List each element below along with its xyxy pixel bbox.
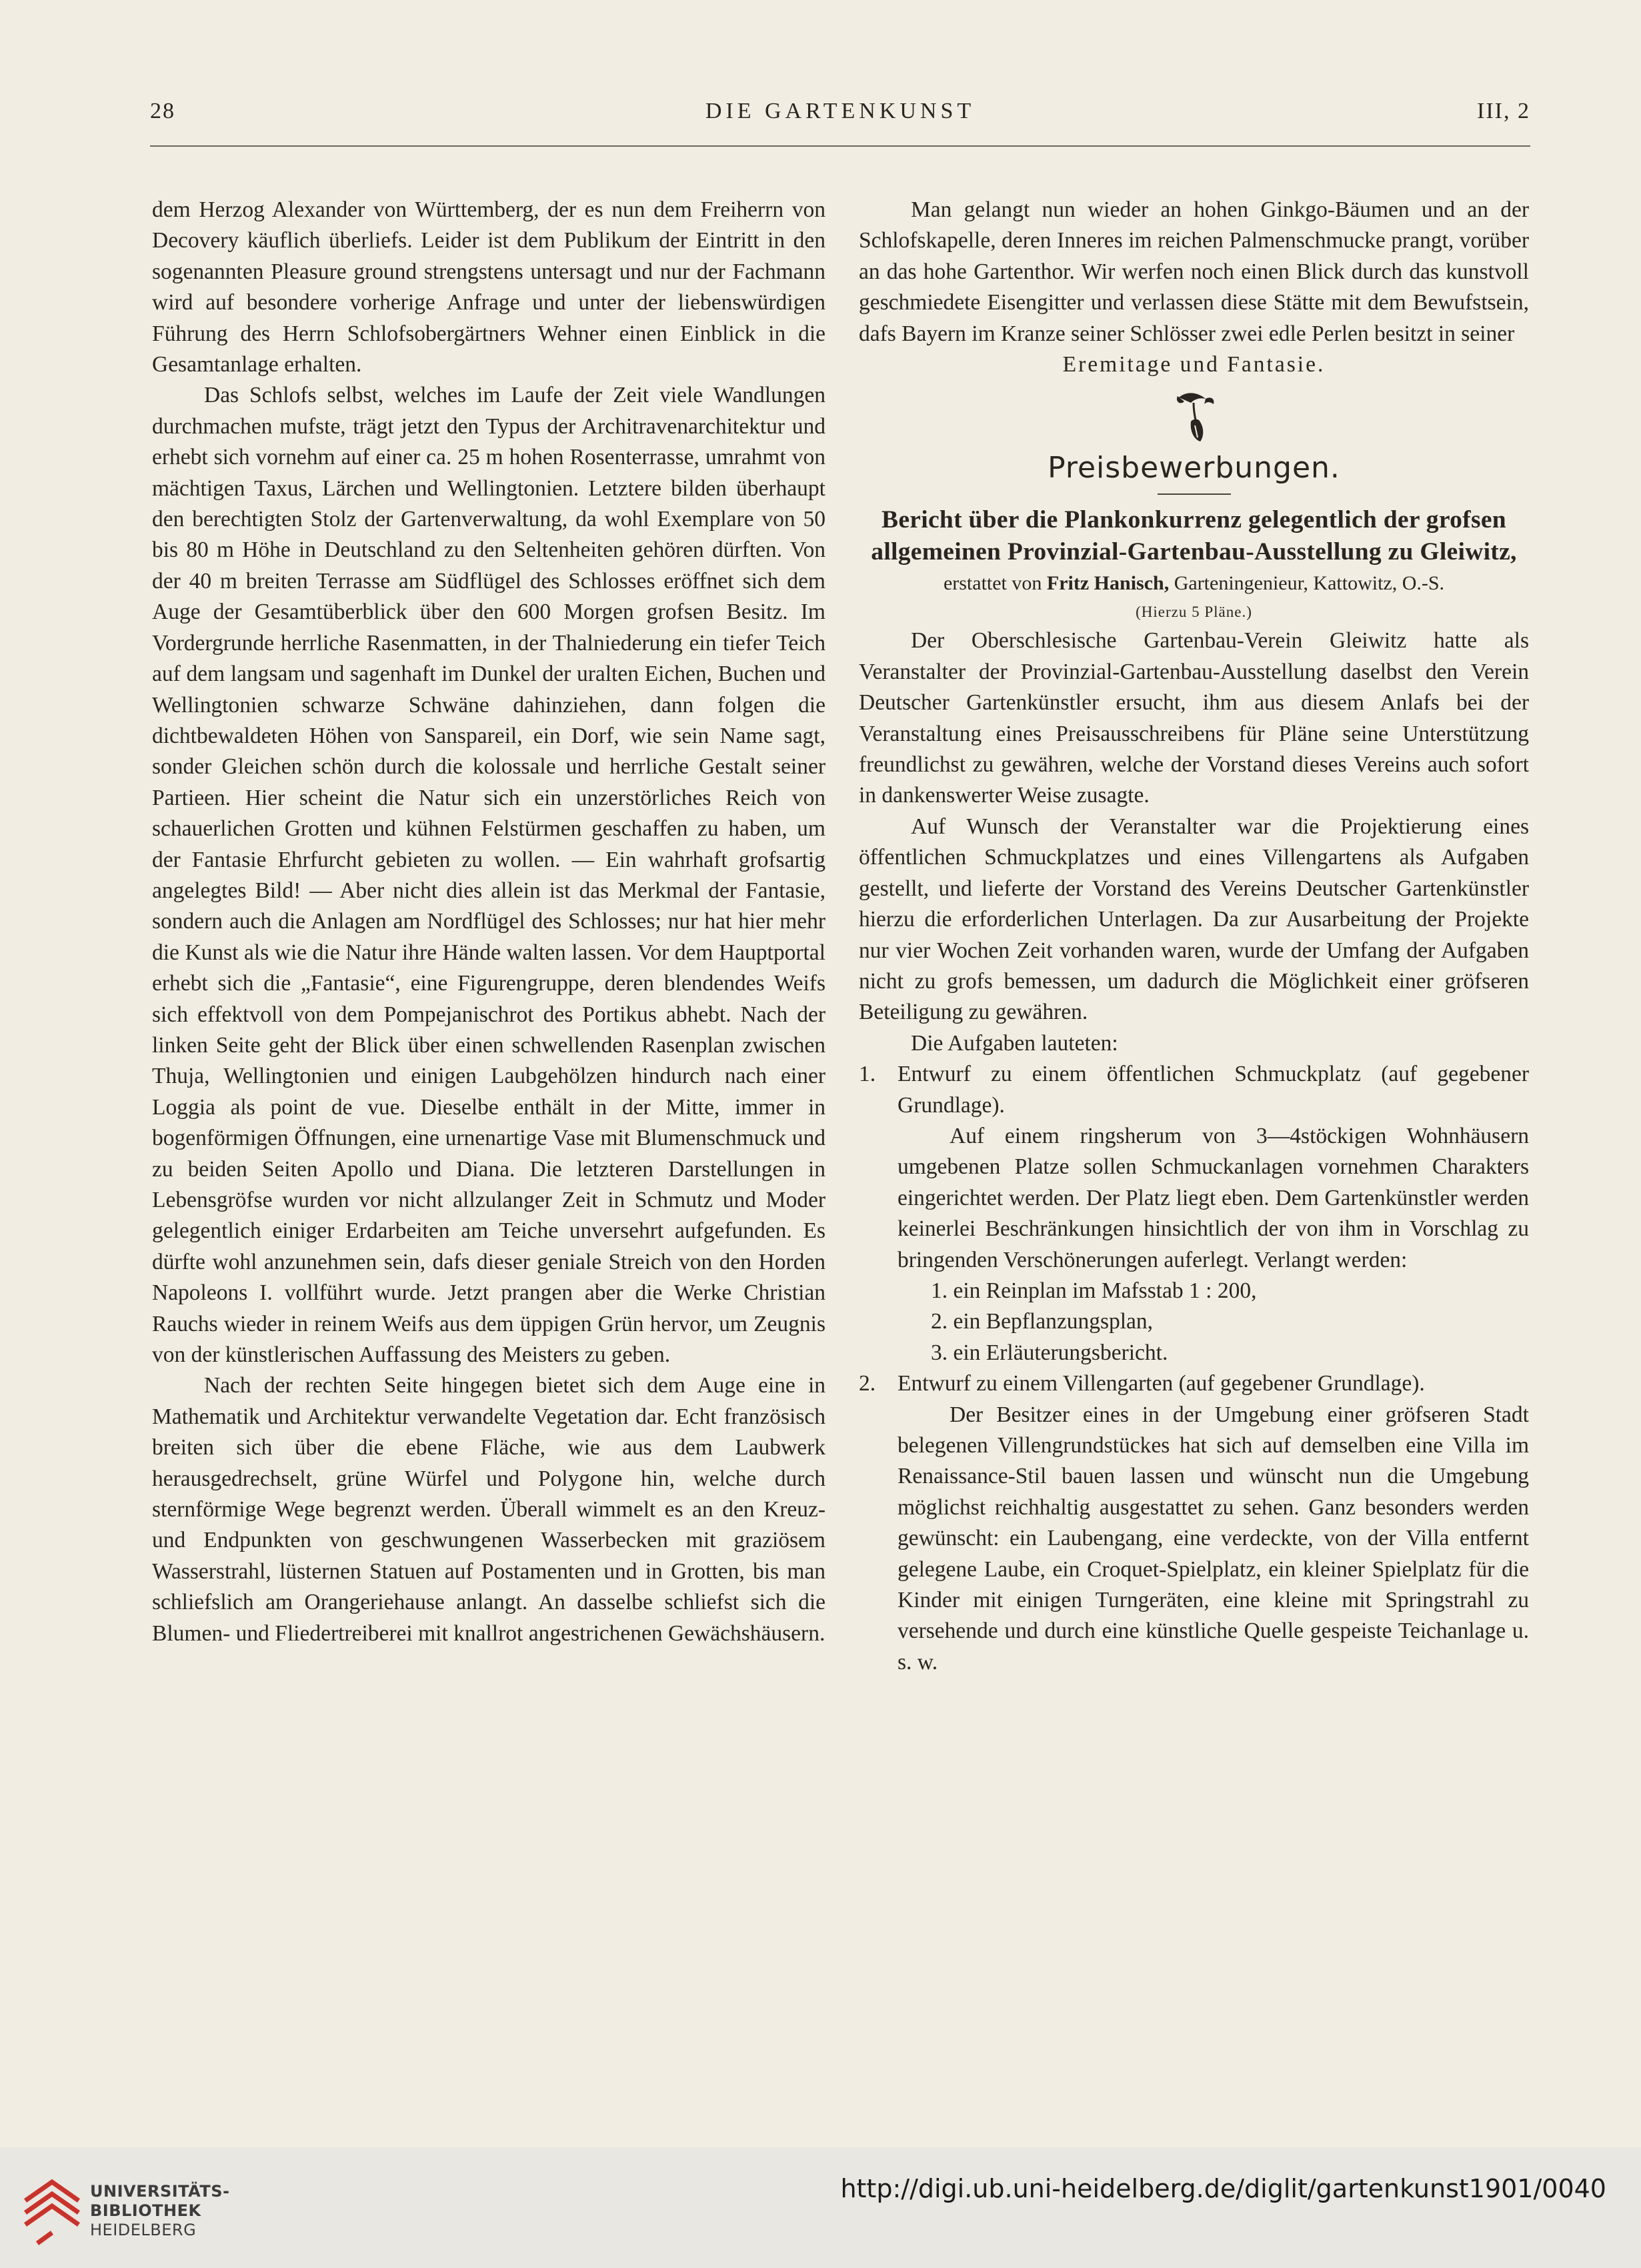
requirement-item: 1. ein Reinplan im Mafsstab 1 : 200, bbox=[931, 1278, 1257, 1303]
byline bbox=[859, 568, 1529, 599]
library-name bbox=[90, 2182, 230, 2240]
volume-number: III, 2 bbox=[1477, 99, 1530, 123]
task-title: Entwurf zu einem öffentlichen Schmuckplatz (auf gegebener Grundlage). bbox=[898, 1062, 1529, 1118]
left-column bbox=[152, 195, 826, 1649]
byline-author: Fritz Hanisch, bbox=[1046, 572, 1170, 595]
task-description: Der Besitzer eines in der Umgebung einer gröfseren Stadt belegenen Villengrundstückes hat sich auf demselben eine Villa im Renaissance-Stil bauen lassen und wünscht nun die Umgebung möglichst reichhaltig ausgestattet zu sehen. Ganz besonders werden gewünscht: ein Laubengang, eine verdeckte, von der Villa entfernt gelegene Laube, ein Croquet-Spielplatz, ein kleiner Spielplatz für die Kinder mit einigen Turngeräten, eine kleine mit Springstrahl zu versehende und durch eine künstliche Quelle gespeiste Teichanlage u. s. w. bbox=[898, 1402, 1529, 1674]
task-item bbox=[859, 1059, 1529, 1121]
byline-prefix: erstattet von bbox=[943, 572, 1042, 595]
section-title: Preisbewerbungen. bbox=[1048, 451, 1340, 485]
divider bbox=[1158, 493, 1231, 495]
plates-note: (Hierzu 5 Pläne.) bbox=[1136, 604, 1252, 621]
task-title: Entwurf zu einem Villengarten (auf gegebener Grundlage). bbox=[898, 1371, 1425, 1396]
library-book-logo-icon[interactable] bbox=[20, 2174, 87, 2251]
task-description: Auf einem ringsherum von 3—4stöckigen Wohnhäusern umgebenen Platze sollen Schmuckanlagen vornehmen Charakters eingerichtet werden. Der Platz liegt eben. Dem Gartenkünstler werden keinerlei Beschränkungen hinsichtlich der von ihm in Vorschlag zu bringenden Verschönerungen auferlegt. Verlangt werden: bbox=[898, 1123, 1529, 1272]
paragraph: dem Herzog Alexander von Württemberg, der es nun dem Freiherrn von Decovery käuflich überliefs. Leider ist dem Publikum der Eintritt in den sogenannten Pleasure ground strengstens untersagt und nur der Fachmann wird auf besondere vorherige Anfrage und unter der liebenswürdigen Führung des Herrn Schlofsobergärtners Wehner einen Einblick in die Gesamtanlage erhalten. bbox=[152, 197, 826, 377]
library-name-line: UNIVERSITÄTS- bbox=[90, 2182, 230, 2201]
requirement-item: 2. ein Bepflanzungsplan, bbox=[931, 1309, 1154, 1334]
library-name-line: HEIDELBERG bbox=[90, 2221, 197, 2239]
paragraph: Der Oberschlesische Gartenbau-Verein Gleiwitz hatte als Veranstalter der Provinzial-Gartenbau-Ausstellung daselbst den Verein Deutscher Gartenkünstler ersucht, ihm aus diesem Anlafs bei der Veranstaltung eines Preisausschreibens für Pläne seine Unterstützung freundlichst zu gewähren, welche der Vorstand dieses Vereins auch sofort in dankenswerter Weise zusagte. bbox=[859, 628, 1529, 808]
paragraph: Nach der rechten Seite hingegen bietet sich dem Auge eine in Mathematik und Architektur verwandelte Vegetation dar. Echt französisch breiten sich über die ebene Fläche, wie aus dem Laubwerk herausgedrechselt, grüne Würfel und Polygone hin, welche durch sternförmige Wege begrenzt werden. Überall wimmelt es an den Kreuz- und Endpunkten von geschwungenen Wasserbecken mit graziösem Wasserstrahl, lüsternen Statuen auf Postamenten und in Grotten, bis man schliefslich am Orangeriehause anlangt. An dasselbe schliefst sich die Blumen- und Fliedertreiberei mit knallrot angestrichenen Gewächshäusern. bbox=[152, 1373, 826, 1646]
page-number: 28 bbox=[150, 99, 175, 123]
header-rule bbox=[150, 145, 1530, 147]
article-title: Bericht über die Plankonkurrenz gelegentlich der grofsen allgemeinen Provinzial-Gartenbau-Ausstellung zu Gleiwitz, bbox=[871, 506, 1517, 566]
task-number: 1. bbox=[859, 1062, 876, 1087]
closing-line: Eremitage und Fantasie. bbox=[1062, 352, 1326, 377]
source-url-link[interactable]: http://digi.ub.uni-heidelberg.de/diglit/gartenkunst1901/0040 bbox=[840, 2174, 1606, 2203]
byline-suffix: Garteningenieur, Kattowitz, O.-S. bbox=[1174, 572, 1445, 595]
journal-title: DIE GARTENKUNST bbox=[705, 99, 976, 123]
library-name-line: BIBLIOTHEK bbox=[90, 2201, 201, 2220]
requirement-item: 3. ein Erläuterungsbericht. bbox=[931, 1340, 1168, 1365]
right-column bbox=[859, 195, 1529, 1678]
task-item bbox=[859, 1368, 1529, 1399]
task-number: 2. bbox=[859, 1371, 876, 1396]
footer-bar bbox=[0, 2147, 1641, 2268]
paragraph: Die Aufgaben lauteten: bbox=[911, 1030, 1118, 1056]
paragraph: Man gelangt nun wieder an hohen Ginkgo-Bäumen und an der Schlofskapelle, deren Inneres im reichen Palmenschmucke prangt, vorüber an das hohe Gartenthor. Wir werfen noch einen Blick durch das kunstvoll geschmiedete Eisengitter und verlassen diese Stätte mit dem Bewufstsein, dafs Bayern im Kranze seiner Schlösser zwei edle Perlen besitzt in seiner bbox=[859, 197, 1529, 346]
running-header bbox=[150, 99, 1530, 132]
paragraph: Auf Wunsch der Veranstalter war die Projektierung eines öffentlichen Schmuckplatzes und eines Villengartens als Aufgaben gestellt, und lieferte der Vorstand des Vereins Deutscher Gartenkünstler hierzu die erforderlichen Unterlagen. Da zur Ausarbeitung der Projekte nur vier Wochen Zeit vorhanden waren, wurde der Umfang der Aufgaben nicht zu grofs bemessen, um dadurch die Möglichkeit einer gröfseren Beteiligung zu gewähren. bbox=[859, 814, 1529, 1025]
paragraph: Das Schlofs selbst, welches im Laufe der Zeit viele Wandlungen durchmachen mufste, trägt jetzt den Typus der Architravenarchitektur und erhebt sich vornehm auf einer ca. 25 m hohen Rosenterrasse, umrahmt von mächtigen Taxus, Lärchen und Wellingtonien. Letztere bilden überhaupt den berechtigten Stolz der Gartenverwaltung, da wohl Exemplare von 50 bis 80 m Höhe in Deutschland zu den Seltenheiten gehören dürften. Von der 40 m breiten Terrasse am Südflügel des Schlosses eröffnet sich dem Auge der Gesamtüberblick über den 600 Morgen grofsen Besitz. Im Vordergrunde herrliche Rasenmatten, in der Thalniederung ein tiefer Teich auf dem langsam und sagenhaft im Dunkel der uralten Eichen, Buchen und Wellingtonien schwarze Schwäne dahinziehen, dann folgen die dichtbewaldeten Höhen von Sanspareil, ein Dorf, wie sein Name sagt, sonder Gleichen schön durch die kolossale und herrliche Gestalt seiner Partieen. Hier scheint die Natur sich ein unzerstörliches Reich von schauerlichen Grotten und kühnen Felstürmen geschaffen zu haben, um der Fantasie Ehrfurcht gebieten zu wollen. — Ein wahrhaft grofsartig angelegtes Bild! — Aber nicht dies allein ist das Merkmal der Fantasie, sondern auch die Anlagen am Nordflügel des Schlosses; nur hat hier mehr die Kunst als wie die Natur ihre Hände walten lassen. Vor dem Hauptportal erhebt sich die „Fantasie“, eine Figurengruppe, deren blendendes Weifs sich effektvoll von dem Pompejanischrot des Portikus abhebt. Nach der linken Seite geht der Blick über einen schwellenden Rasenplan zwischen Thuja, Wellingtonien und einigen Laubgehölzen hindurch nach einer Loggia als point de vue. Dieselbe enthält in der Mitte, immer in bogenförmigen Öffnungen, eine urnenartige Vase mit Blumenschmuck und zu beiden Seiten Apollo und Diana. Die letzteren Darstellungen in Lebensgröfse wurden vor nicht allzulanger Zeit in Schmutz und Moder gelegentlich einiger Erdarbeiten am Teiche unversehrt aufgefunden. Es dürfte wohl anzunehmen sein, dafs dieser geniale Streich von den Horden Napoleons I. vollführt wurde. Jetzt prangen aber die Werke Christian Rauchs wieder in reinem Weifs aus dem üppigen Grün hervor, um Zeugnis von der künstlerischen Auffassung des Meisters zu geben. bbox=[152, 383, 826, 1368]
fleuron-flower-icon bbox=[859, 384, 1529, 448]
